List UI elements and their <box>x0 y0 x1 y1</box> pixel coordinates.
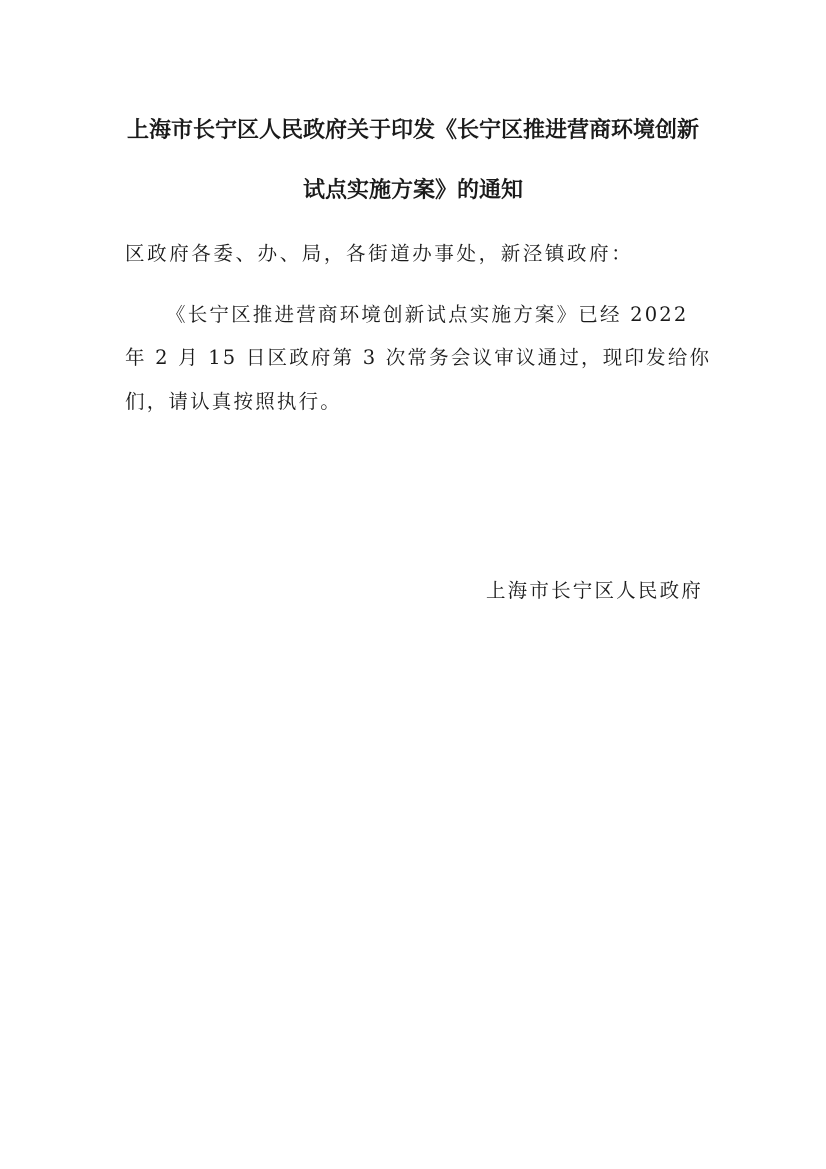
document-title-line-2: 试点实施方案》的通知 <box>302 178 523 203</box>
body-line-3: 们，请认真按照执行。 <box>125 390 343 413</box>
salutation: 区政府各委、办、局，各街道办事处，新泾镇政府： <box>125 242 634 265</box>
body-line-2: 年 2 月 15 日区政府第 3 次常务会议审议通过，现印发给你 <box>125 346 712 369</box>
issuer-signature: 上海市长宁区人民政府 <box>485 579 703 602</box>
body-line-1: 《长宁区推进营商环境创新试点实施方案》已经 2022 <box>166 303 689 326</box>
document-title-line-1: 上海市长宁区人民政府关于印发《长宁区推进营商环境创新 <box>126 118 699 143</box>
